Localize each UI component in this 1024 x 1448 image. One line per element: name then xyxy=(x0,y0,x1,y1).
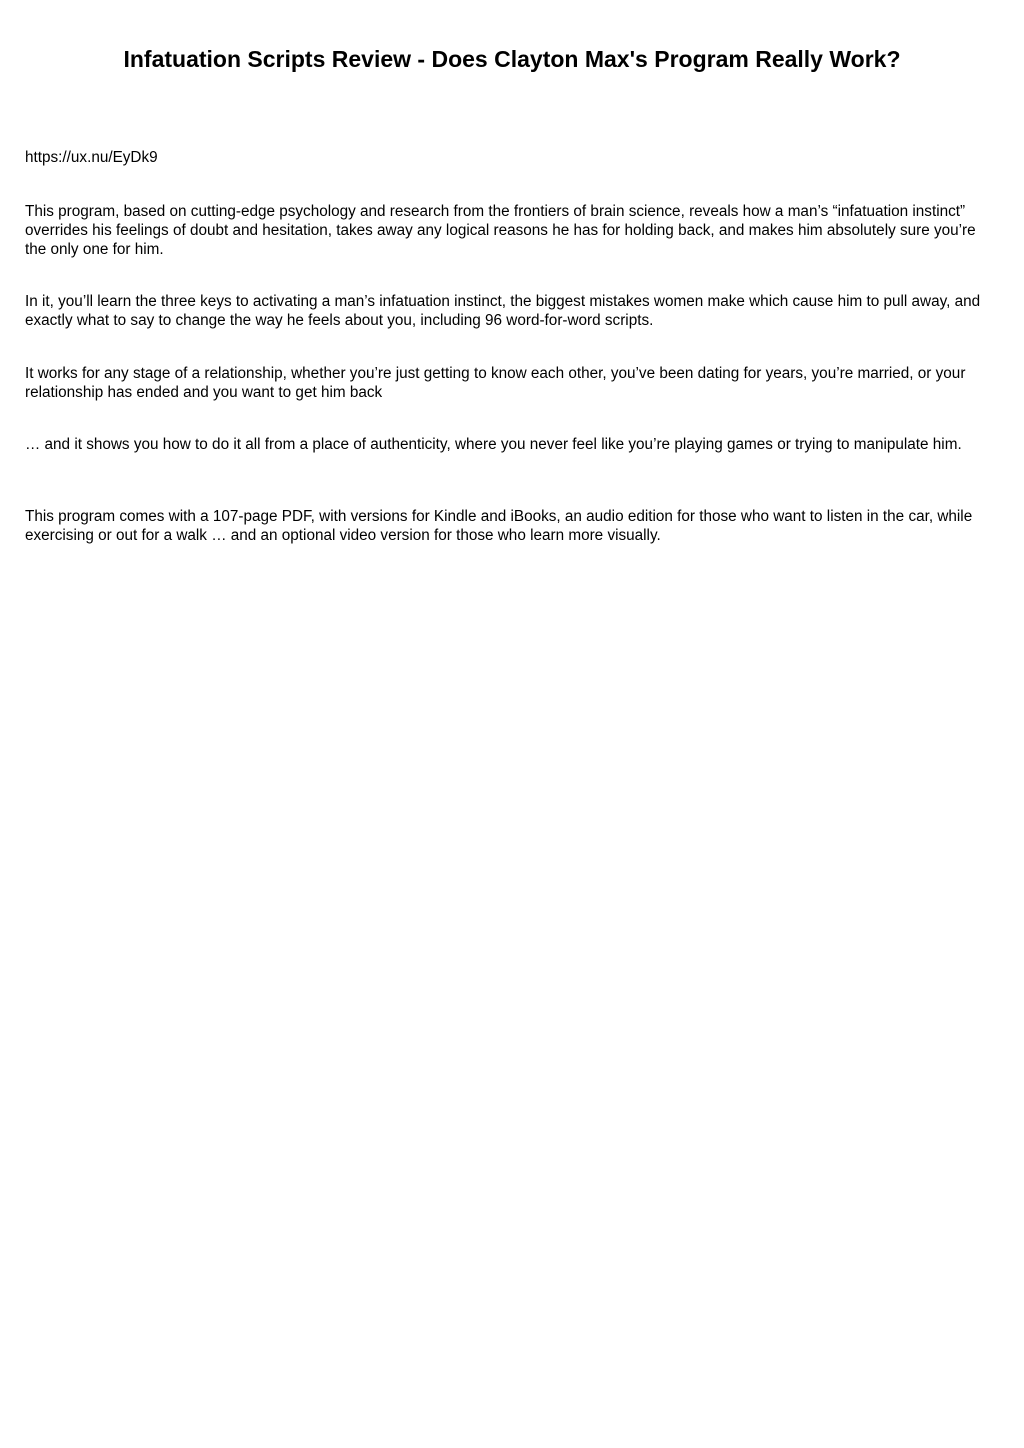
paragraph-keys: In it, you’ll learn the three keys to activating a man’s infatuation instinct, the biggest mistakes women make which cause him to pull away, and exactly what to say to change the way he feels about you, including 96 word-for-word scripts. xyxy=(25,293,981,329)
paragraph-intro: This program, based on cutting-edge psychology and research from the frontiers of brain science, reveals how a man’s “infatuation instinct” overrides his feelings of doubt and hesitation, takes away any logical reasons he has for holding back, and makes him absolutely sure you’re the only one for him. xyxy=(25,203,976,258)
page-title: Infatuation Scripts Review - Does Clayton Max's Program Really Work? xyxy=(123,46,901,72)
source-link[interactable]: https://ux.nu/EyDk9 xyxy=(25,149,158,166)
paragraph-formats: This program comes with a 107-page PDF, with versions for Kindle and iBooks, an audio edition for those who want to listen in the car, while exercising or out for a walk … and an optional video version for those who learn more visually. xyxy=(25,508,973,544)
paragraph-stages: It works for any stage of a relationship, whether you’re just getting to know each other, you’ve been dating for years, you’re married, or your relationship has ended and you want to get him back xyxy=(25,365,966,401)
paragraph-authenticity: … and it shows you how to do it all from a place of authenticity, where you never feel like you’re playing games or trying to manipulate him. xyxy=(25,436,962,453)
